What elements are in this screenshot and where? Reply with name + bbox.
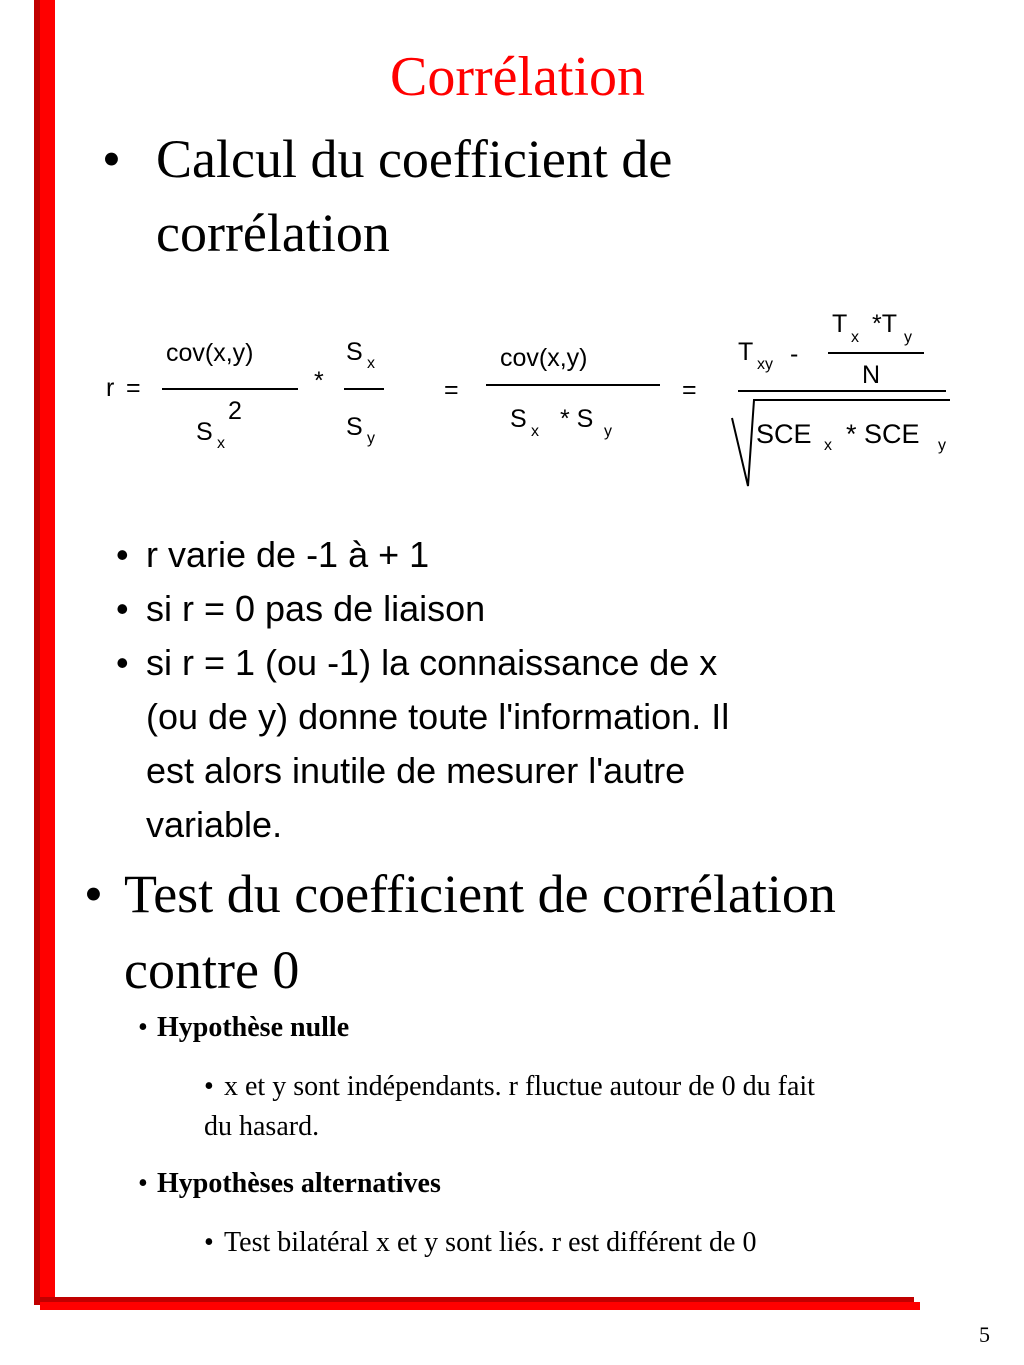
h0-bullet: • <box>138 1012 148 1043</box>
formula-t-x: T <box>832 310 848 338</box>
page-number: 5 <box>979 1322 990 1347</box>
formula-times-s: * S <box>560 405 594 433</box>
section2-bullet: • <box>84 864 103 924</box>
formula-sub-y-4: y <box>938 437 946 454</box>
fraction-bar-3 <box>486 384 660 386</box>
formula-s-1: S <box>196 418 213 446</box>
formula-s-4: S <box>510 405 527 433</box>
formula-equals-3: = <box>682 376 697 404</box>
h0-text-line1: x et y sont indépendants. r fluctue autour de 0 du fait <box>224 1071 815 1102</box>
h1-text-bullet: • <box>204 1227 214 1258</box>
accent-bar-vertical <box>40 0 55 1310</box>
point-3-line4: variable. <box>146 804 283 845</box>
formula-sub-y-3: y <box>904 329 912 346</box>
point-bullet-3: • <box>116 642 129 683</box>
point-bullet-2: • <box>116 588 129 629</box>
h0-text-line2: du hasard. <box>204 1111 320 1142</box>
fraction-bar-4 <box>828 352 924 354</box>
formula-sub-x-5: x <box>824 437 832 454</box>
formula-minus: - <box>790 340 799 368</box>
formula-times-1: * <box>314 367 324 395</box>
point-3-line3: est alors inutile de mesurer l'autre <box>146 750 686 791</box>
formula-sub-x-2: x <box>367 355 375 372</box>
point-2: si r = 0 pas de liaison <box>146 588 486 629</box>
point-3-line2: (ou de y) donne toute l'information. Il <box>146 696 730 737</box>
section1-bullet: • <box>102 129 121 189</box>
formula-sub-y-1: y <box>367 430 375 447</box>
formula-equals-1: = <box>126 374 141 402</box>
formula-sub-y-2: y <box>604 423 612 440</box>
h0-label: Hypothèse nulle <box>157 1012 350 1043</box>
h0-text-bullet: • <box>204 1071 214 1102</box>
section1-heading-line1: Calcul du coefficient de <box>156 129 673 189</box>
fraction-bar-2 <box>344 388 384 390</box>
formula-t-xy: T <box>738 338 754 366</box>
section2-heading-line2: contre 0 <box>124 940 300 1000</box>
formula-cov-2: cov(x,y) <box>500 344 588 372</box>
formula-exp-2: 2 <box>228 397 242 425</box>
h1-bullet: • <box>138 1168 148 1199</box>
formula-times-sce: * SCE <box>846 419 920 449</box>
formula-sub-xy: xy <box>757 356 773 373</box>
point-1: r varie de -1 à + 1 <box>146 534 430 575</box>
point-bullet-1: • <box>116 534 129 575</box>
formula-s-2: S <box>346 338 363 366</box>
section2-heading-line1: Test du coefficient de corrélation <box>124 864 836 924</box>
formula-sub-x-1: x <box>217 435 225 452</box>
section1-heading-line2: corrélation <box>156 203 390 263</box>
formula-times-t: *T <box>872 310 897 338</box>
formula-sub-x-3: x <box>531 423 539 440</box>
accent-bar-horizontal <box>40 1302 920 1310</box>
formula-n: N <box>862 361 881 389</box>
fraction-bar-1 <box>162 388 298 390</box>
formula-equals-2: = <box>444 376 459 404</box>
formula-sub-x-4: x <box>851 329 859 346</box>
formula-r: r <box>106 374 115 402</box>
formula-cov-1: cov(x,y) <box>166 339 254 367</box>
formula-sce-x: SCE <box>756 419 812 449</box>
formula-s-3: S <box>346 413 363 441</box>
slide-title: Corrélation <box>390 46 646 108</box>
h1-text: Test bilatéral x et y sont liés. r est différent de 0 <box>224 1227 757 1258</box>
point-3-line1: si r = 1 (ou -1) la connaissance de x <box>146 642 718 683</box>
h1-label: Hypothèses alternatives <box>157 1168 441 1199</box>
